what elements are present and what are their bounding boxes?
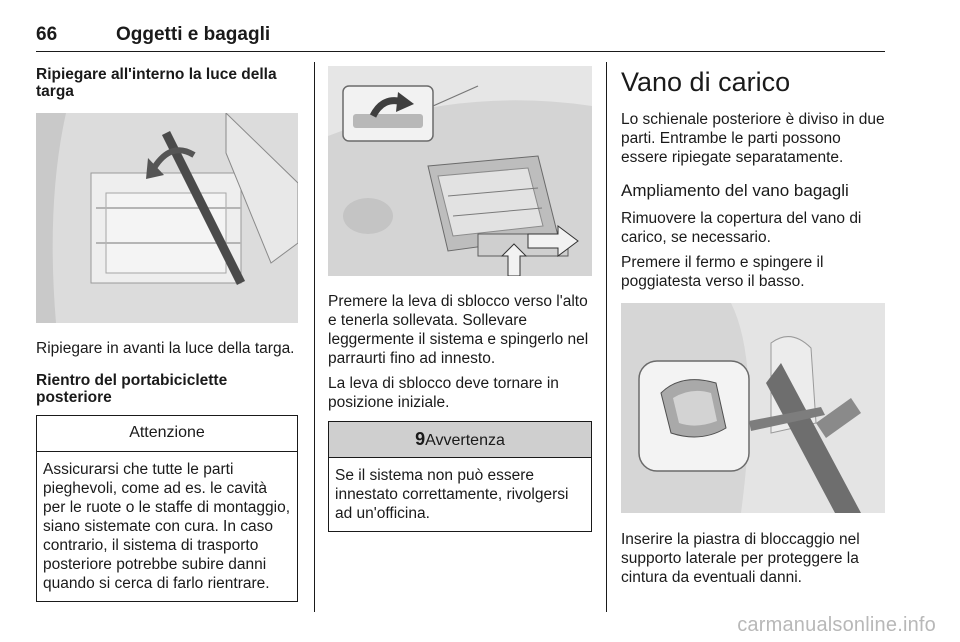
bike-carrier-instruction: Premere la leva di sblocco verso l'alto e tenerla sollevata. Sollevare leggermente il sistema e spingerlo nel parraurti fino ad innesto. (328, 293, 589, 367)
warning-triangle-icon: 9 (415, 429, 426, 449)
warning-box (328, 421, 592, 532)
warning-box-title: Avvertenza (425, 432, 505, 449)
bike-carrier-release-illustration (328, 66, 592, 276)
section-heading-expand-luggage: Ampliamento del vano bagagli (621, 181, 849, 200)
release-lever-note: La leva di sblocco deve tornare in posizione iniziale. (328, 375, 559, 411)
cargo-intro: Lo schienale posteriore è diviso in due parti. Entrambe le parti possono essere ripiegate separatamente. (621, 111, 885, 166)
page-number: 66 (36, 24, 58, 45)
section-heading-bike-carrier: Rientro del portabiciclette posteriore (36, 372, 228, 406)
warning-box-header (329, 422, 591, 458)
warning-box-text: Se il sistema non può essere innestato correttamente, rivolgersi ad un'officina. (335, 467, 569, 522)
seatbelt-clip-caption: Inserire la piastra di bloccaggio nel supporto laterale per proteggere la cintura da eventuali danni. (621, 531, 860, 586)
column-3 (621, 66, 885, 587)
attention-box (36, 415, 298, 602)
column-divider-2 (606, 62, 607, 612)
column-2 (328, 66, 592, 532)
section-title-cargo: Vano di carico (621, 67, 791, 97)
headrest-instruction: Premere il fermo e spingere il poggiatesta verso il basso. (621, 254, 824, 290)
attention-box-title: Attenzione (37, 416, 297, 452)
attention-box-text: Assicurarsi che tutte le parti pieghevoli, come ad es. le cavità per le ruote o le staffe di montaggio, siano sistemate con cura. In caso contrario, il sistema di trasporto posteriore potrebbe subire danni quando si cerca di farlo rientrare. (43, 461, 291, 592)
column-divider-1 (314, 62, 315, 612)
license-light-caption: Ripiegare in avanti la luce della targa. (36, 340, 295, 357)
seatbelt-clip-illustration (621, 303, 885, 513)
watermark: carmanualsonline.info (737, 614, 936, 636)
column-1 (36, 66, 298, 602)
chapter-title: Oggetti e bagagli (116, 24, 271, 45)
remove-cover-instruction: Rimuovere la copertura del vano di carico, se necessario. (621, 210, 862, 246)
section-heading-license-light: Ripiegare all'interno la luce della targa (36, 66, 277, 100)
license-light-illustration (36, 113, 298, 323)
page-header (36, 20, 885, 52)
